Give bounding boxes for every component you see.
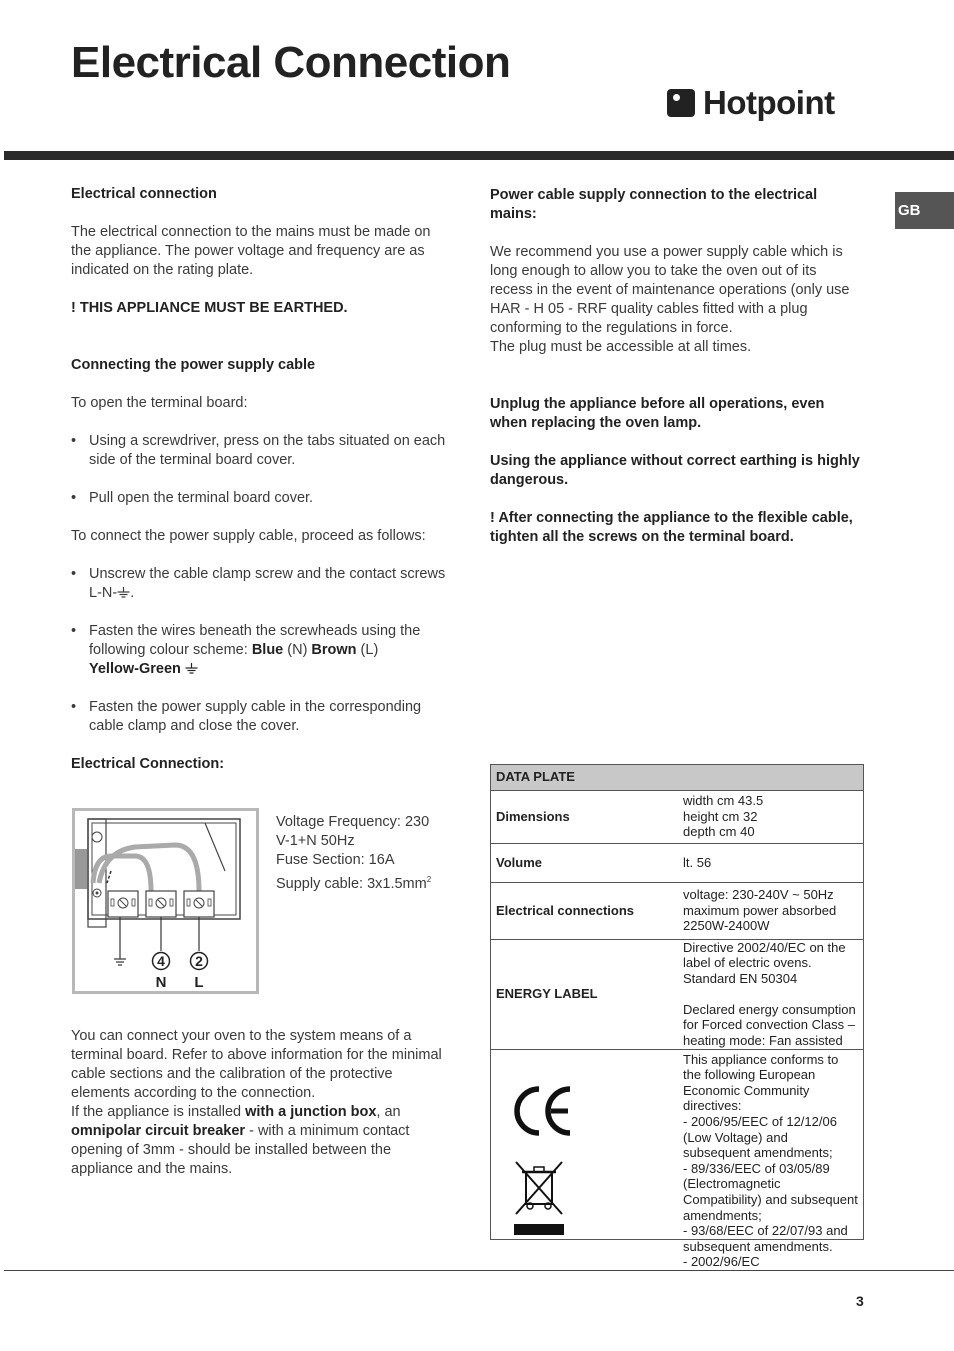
earthing-warning: ! THIS APPLIANCE MUST BE EARTHED. <box>71 300 348 316</box>
data-plate-header: DATA PLATE <box>496 768 575 784</box>
value-line: Standard EN 50304 <box>683 970 798 986</box>
section-heading-electrical-connection-diagram: Electrical Connection: <box>71 756 225 772</box>
junction-box-emphasis: with a junction box <box>245 1104 377 1120</box>
value-line: Directive 2002/40/EC on the label of electric ovens. <box>683 939 846 971</box>
row-value <box>677 790 864 843</box>
paragraph: You can connect your oven to the system means of a terminal board. Refer to above information for the minimal cable sections and the calibration of the protective elements according to the connection. <box>71 1028 442 1101</box>
wire-live-label: (L) <box>356 642 379 658</box>
value-line: height cm 32 <box>683 808 758 824</box>
wire-colour-brown: Brown <box>311 642 357 658</box>
table-row <box>490 843 864 882</box>
supply-specification <box>276 813 451 894</box>
earth-ground-icon <box>185 663 198 674</box>
junction-box-notes <box>71 1027 446 1179</box>
list-item: • Pull open the terminal board cover. <box>71 489 446 508</box>
section-heading-electrical-connection: Electrical connection <box>71 186 217 202</box>
data-plate-header-row <box>490 764 864 790</box>
list-item: • Using a screwdriver, press on the tabs situated on each side of the terminal board cover. <box>71 432 446 470</box>
table-row <box>490 1049 864 1270</box>
terminal-board-drawing <box>75 811 256 991</box>
list-item <box>71 622 446 679</box>
weee-bin-icon <box>512 1158 568 1238</box>
value-line: Declared energy consumption for Forced convection Class – heating mode: Fan assisted <box>683 1001 856 1049</box>
section-heading-power-cable-mains: Power cable supply connection to the electrical mains: <box>490 187 818 222</box>
value-line: width cm 43.5 <box>683 793 764 809</box>
row-label: Dimensions <box>490 790 677 843</box>
value-line: - 2006/95/EEC of 12/12/06 (Low Voltage) and subsequent amendments; <box>683 1114 837 1161</box>
value-line: maximum power absorbed 2250W-2400W <box>683 902 837 934</box>
ce-mark-icon <box>512 1082 574 1140</box>
spec-line-text: Supply cable: 3x1.5mm <box>276 875 427 892</box>
brand-logo <box>667 86 835 120</box>
page-number: 3 <box>856 1293 864 1309</box>
hotpoint-logo-icon <box>667 89 695 117</box>
row-label: Electrical connections <box>490 882 677 939</box>
spec-line: Fuse Section: 16A <box>276 852 395 868</box>
table-row <box>490 939 864 1049</box>
value-line <box>683 986 858 1002</box>
circuit-breaker-emphasis: omnipolar circuit breaker <box>71 1123 246 1139</box>
list-item <box>71 565 446 603</box>
spec-superscript: 2 <box>426 875 432 884</box>
row-label: Volume <box>490 843 677 882</box>
terminal-number-l: 2 <box>195 953 203 969</box>
row-value <box>677 843 864 882</box>
warning-earthing: Using the appliance without correct earthing is highly dangerous. <box>490 453 860 488</box>
brand-name: Hotpoint <box>703 84 835 121</box>
warning-tighten-screws: ! After connecting the appliance to the flexible cable, tighten all the screws on the terminal board. <box>490 510 853 545</box>
row-value <box>677 882 864 939</box>
row-value <box>677 1049 864 1270</box>
value-line: This appliance conforms to the following European Economic Community directives: <box>683 1051 839 1114</box>
row-value <box>677 939 864 1049</box>
text: If the appliance is installed <box>71 1104 246 1120</box>
value-line: lt. 56 <box>683 854 712 870</box>
data-plate-table <box>490 764 864 1270</box>
spec-line <box>276 870 451 894</box>
list-item-text: Fasten the wires beneath the screwheads using the following colour scheme: <box>89 623 421 658</box>
value-line: - 2002/96/EC <box>683 1254 760 1270</box>
warning-unplug: Unplug the appliance before all operations, even when replacing the oven lamp. <box>490 396 825 431</box>
value-line: depth cm 40 <box>683 824 755 840</box>
value-line: voltage: 230-240V ~ 50Hz <box>683 887 834 903</box>
spec-line: Voltage Frequency: 230 <box>276 814 430 830</box>
terminal-number-n: 4 <box>157 953 165 969</box>
left-column <box>71 185 446 793</box>
spec-line: V-1+N 50Hz <box>276 833 355 849</box>
language-tab: GB <box>895 192 954 229</box>
paragraph <box>71 1103 446 1179</box>
value-line: - 89/336/EEC of 03/05/89 (Electromagnetic Compatibility) and subsequent amendments; <box>683 1160 858 1223</box>
earth-ground-icon <box>117 587 130 598</box>
text: - with a minimum contact opening of 3mm - should be installed between the appliance and the mains. <box>71 1123 410 1177</box>
list-item-text: . <box>130 585 135 601</box>
page-title: Electrical Connection <box>71 38 511 87</box>
header-divider <box>4 151 954 160</box>
row-label: ENERGY LABEL <box>490 939 677 1049</box>
text: , an <box>376 1104 401 1120</box>
right-column <box>490 186 862 566</box>
value-line: - 93/68/EEC of 22/07/93 and subsequent amendments. <box>683 1223 848 1254</box>
footer-divider <box>4 1270 954 1271</box>
paragraph: To open the terminal board: <box>71 395 248 411</box>
terminal-letter-l: L <box>194 974 204 991</box>
terminal-letter-n: N <box>155 974 167 991</box>
terminal-board-diagram <box>72 808 259 994</box>
paragraph: The electrical connection to the mains must be made on the appliance. The power voltage and frequency are as indicated on the rating plate. <box>71 224 431 278</box>
table-row <box>490 790 864 843</box>
compliance-marks <box>490 1049 677 1270</box>
wire-colour-yellow-green: Yellow-Green <box>89 661 185 677</box>
wire-colour-blue: Blue <box>251 642 284 658</box>
list-item-text: Unscrew the cable clamp screw and the contact screws L-N- <box>89 566 446 601</box>
paragraph: The plug must be accessible at all times. <box>490 339 752 355</box>
list-item: • Fasten the power supply cable in the corresponding cable clamp and close the cover. <box>71 698 446 736</box>
wire-neutral-label: (N) <box>283 642 312 658</box>
table-row <box>490 882 864 939</box>
paragraph: We recommend you use a power supply cable which is long enough to allow you to take the oven out of its recess in the event of maintenance operations (only use HAR - H 05 - RRF quality cables fitted with a plug conforming to the regulations in force. <box>490 244 850 336</box>
section-heading-power-cable: Connecting the power supply cable <box>71 357 316 373</box>
paragraph: To connect the power supply cable, proceed as follows: <box>71 528 426 544</box>
